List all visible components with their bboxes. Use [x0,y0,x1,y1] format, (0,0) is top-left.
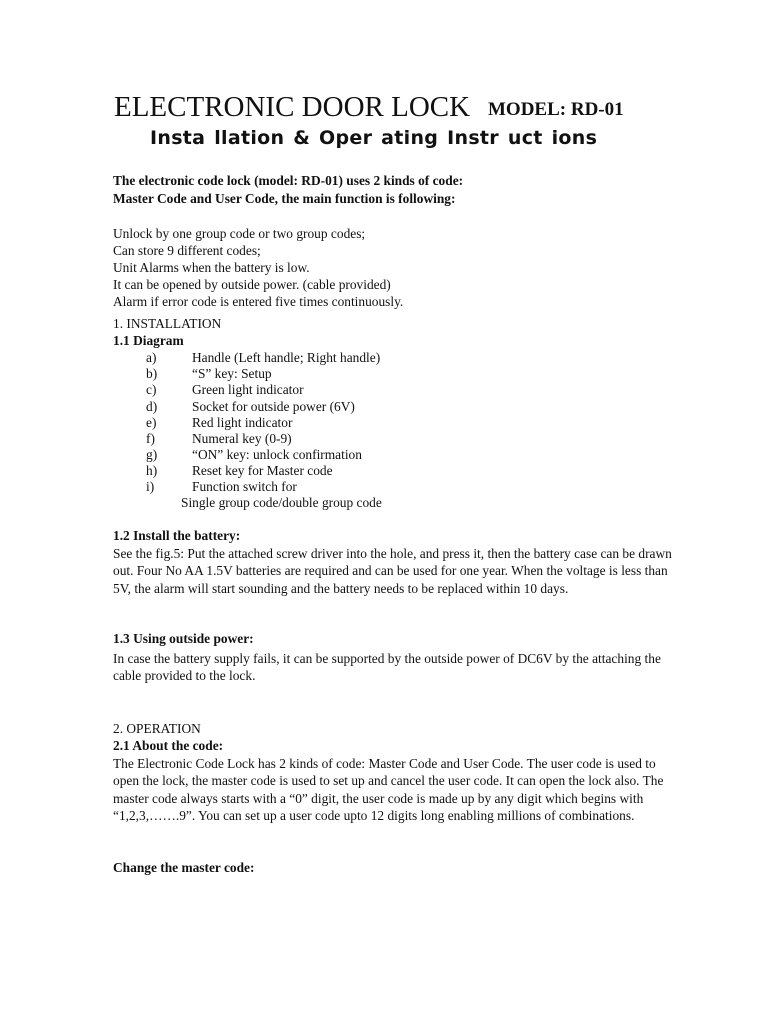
diagram-item-label: c) [146,382,157,397]
diagram-item-continuation: Single group code/double group code [181,495,382,510]
document-title: ELECTRONIC DOOR LOCK [114,91,471,123]
diagram-item-text: Function switch for [192,479,297,494]
diagram-item-label: b) [146,366,158,381]
intro-line-2: Master Code and User Code, the main function is following: [113,191,456,206]
feature-item: It can be opened by outside power. (cable provided) [113,277,391,292]
subsection-heading-outside-power: 1.3 Using outside power: [113,631,254,646]
subsection-heading-battery: 1.2 Install the battery: [113,528,241,543]
diagram-item-label: d) [146,399,158,414]
diagram-item-text: Reset key for Master code [192,463,333,478]
outside-power-paragraph: In case the battery supply fails, it can be supported by the outside power of DC6V by the attaching the cable provided to the lock. [113,651,661,684]
battery-paragraph: See the fig.5: Put the attached screw driver into the hole, and press it, then the battery case can be drawn out. Four No AA 1.5V batteries are required and can be used for one year. When the voltage is less than 5V, the alarm will start sounding and the battery needs to be replaced within 10 days. [113,546,672,596]
model-number: MODEL: RD-01 [488,99,624,120]
section-heading-installation: 1. INSTALLATION [113,316,222,331]
diagram-item-text: “ON” key: unlock confirmation [192,447,362,462]
about-code-paragraph: The Electronic Code Lock has 2 kinds of code: Master Code and User Code. The user code is used to open the lock, the master code is used to set up and cancel the user code. It can open the lock also. The master code always starts with a “0” digit, the user code is made up by any digit which begins with “1,2,3,…….9”. You can set up a user code upto 12 digits long enabling millions of combinations. [113,756,664,824]
section-heading-operation: 2. OPERATION [113,721,201,736]
diagram-item-label: f) [146,431,155,446]
feature-item: Alarm if error code is entered five times continuously. [113,294,404,309]
document-subtitle: Insta llation & Oper ating Instr uct ions [150,127,598,149]
intro-line-1: The electronic code lock (model: RD-01) uses 2 kinds of code: [113,173,464,188]
diagram-item-label: h) [146,463,158,478]
diagram-item-label: e) [146,415,157,430]
feature-item: Unlock by one group code or two group codes; [113,226,366,241]
diagram-item-label: a) [146,350,157,365]
diagram-item-label: g) [146,447,158,462]
diagram-item-text: “S” key: Setup [192,366,272,381]
diagram-item-text: Green light indicator [192,382,304,397]
feature-item: Unit Alarms when the battery is low. [113,260,310,275]
diagram-item-label: i) [146,479,155,494]
diagram-item-text: Red light indicator [192,415,293,430]
change-master-code-heading: Change the master code: [113,860,255,875]
diagram-item-text: Numeral key (0-9) [192,431,292,446]
subsection-heading-diagram: 1.1 Diagram [113,333,184,348]
diagram-item-text: Handle (Left handle; Right handle) [192,350,381,365]
diagram-item-text: Socket for outside power (6V) [192,399,355,414]
subsection-heading-about-code: 2.1 About the code: [113,738,224,753]
feature-item: Can store 9 different codes; [113,243,261,258]
